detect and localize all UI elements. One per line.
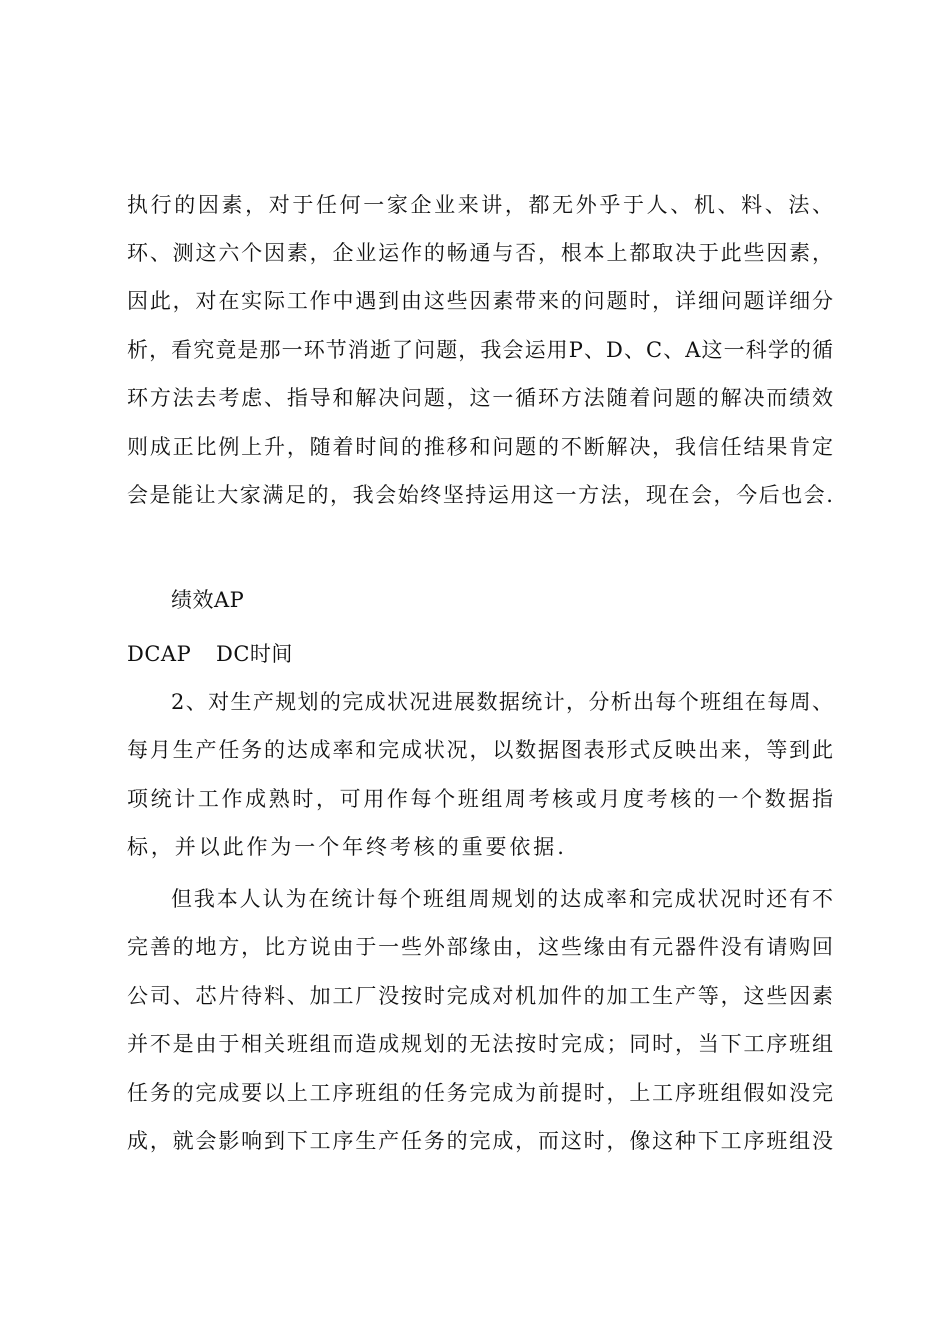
paragraph-line: 环方法去考虑、指导和解决问题，这一循环方法随着问题的解决而绩效 xyxy=(127,386,833,410)
paragraph-line: 但我本人认为在统计每个班组周规划的达成率和完成状况时还有不 xyxy=(171,887,833,911)
fragment-line-performance: 绩效AP xyxy=(171,588,245,612)
paragraph-line: 每月生产任务的达成率和完成状况，以数据图表形式反映出来，等到此 xyxy=(127,738,833,762)
paragraph-line: 2、对生产规划的完成状况进展数据统计，分析出每个班组在每周、 xyxy=(171,690,833,714)
paragraph-line: 项统计工作成熟时，可用作每个班组周考核或月度考核的一个数据指 xyxy=(127,787,833,811)
paragraph-line: 任务的完成要以上工序班组的任务完成为前提时，上工序班组假如没完 xyxy=(127,1081,833,1105)
paragraph-line: 环、测这六个因素，企业运作的畅通与否，根本上都取决于此些因素， xyxy=(127,241,833,265)
paragraph-line: 则成正比例上升，随着时间的推移和问题的不断解决，我信任结果肯定 xyxy=(127,435,833,459)
fragment-label-dc-time: DC时间 xyxy=(216,642,293,666)
paragraph-line: 执行的因素，对于任何一家企业来讲，都无外乎于人、机、料、法、 xyxy=(127,193,833,217)
paragraph-line: 标，并以此作为一个年终考核的重要依据. xyxy=(127,835,567,859)
paragraph-line: 析，看究竟是那一环节消逝了问题，我会运用P、D、C、A这一科学的循 xyxy=(127,338,833,362)
paragraph-line: 成，就会影响到下工序生产任务的完成，而这时，像这种下工序班组没 xyxy=(127,1129,833,1153)
paragraph-line: 会是能让大家满足的，我会始终坚持运用这一方法，现在会，今后也会. xyxy=(127,483,833,507)
paragraph-line: 公司、芯片待料、加工厂没按时完成对机加件的加工生产等，这些因素 xyxy=(127,984,833,1008)
paragraph-line: 完善的地方，比方说由于一些外部缘由，这些缘由有元器件没有请购回 xyxy=(127,935,833,959)
paragraph-line: 因此，对在实际工作中遇到由这些因素带来的问题时，详细问题详细分 xyxy=(127,289,833,313)
paragraph-line: 并不是由于相关班组而造成规划的无法按时完成；同时，当下工序班组 xyxy=(127,1032,833,1056)
fragment-label-dcap: DCAP xyxy=(127,642,192,666)
